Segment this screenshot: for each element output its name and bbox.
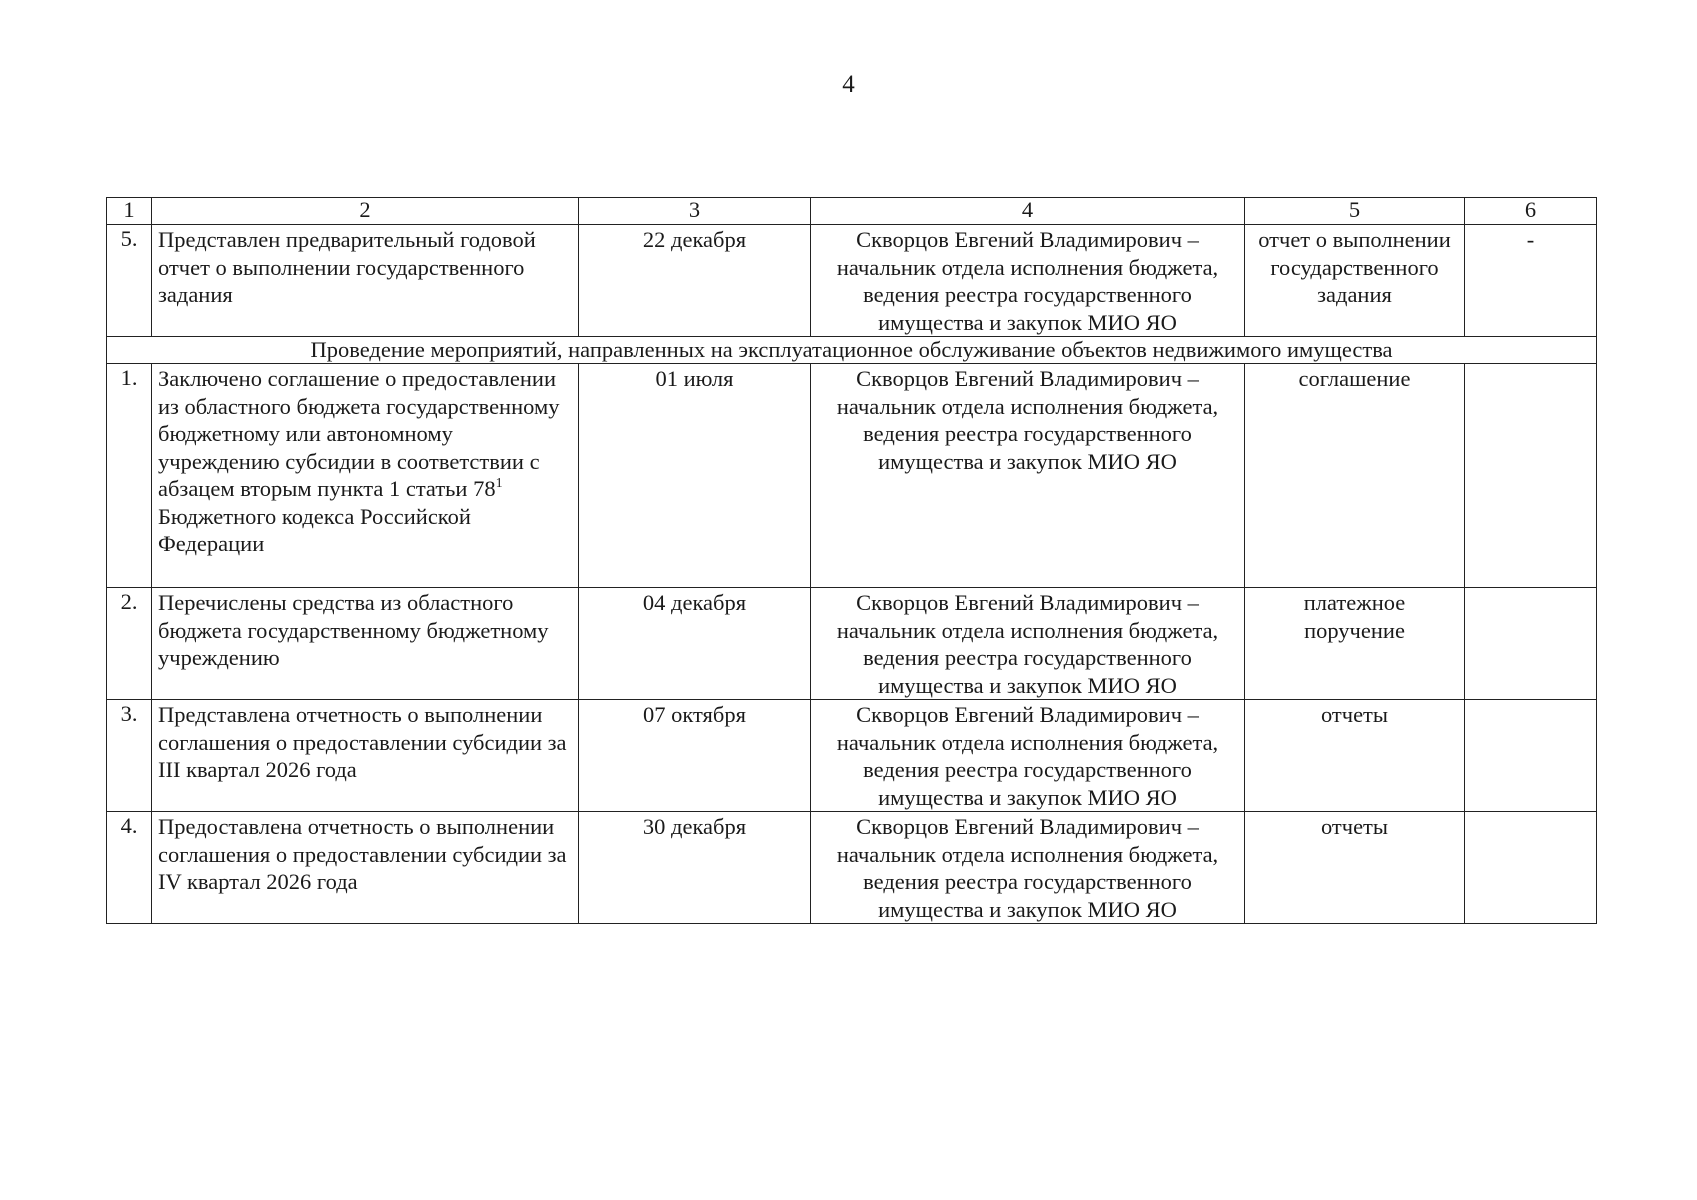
document-cell: отчеты xyxy=(1245,812,1465,924)
event-cell: Предоставлена отчетность о выполнении соглашения о предоставлении субсидии за IV квартал 2026 года xyxy=(152,812,579,924)
row-number: 2. xyxy=(107,588,152,700)
responsible-cell: Скворцов Евгений Владимирович – начальник отдела исполнения бюджета, ведения реестра государственного имущества и закупок МИО ЯО xyxy=(811,812,1245,924)
column-number-header: 2 xyxy=(152,198,579,225)
note-cell xyxy=(1465,588,1597,700)
note-cell: - xyxy=(1465,225,1597,337)
row-number: 5. xyxy=(107,225,152,337)
date-cell: 07 октября xyxy=(579,700,811,812)
table-row xyxy=(107,812,1597,924)
column-number-header: 5 xyxy=(1245,198,1465,225)
event-text-tail: Бюджетного кодекса Российской Федерации xyxy=(158,503,471,556)
column-number-header: 6 xyxy=(1465,198,1597,225)
responsible-cell: Скворцов Евгений Владимирович – начальник отдела исполнения бюджета, ведения реестра государственного имущества и закупок МИО ЯО xyxy=(811,364,1245,588)
event-cell xyxy=(152,364,579,588)
row-number: 4. xyxy=(107,812,152,924)
date-cell: 22 декабря xyxy=(579,225,811,337)
table-row xyxy=(107,364,1597,588)
table-row xyxy=(107,225,1597,337)
date-cell: 04 декабря xyxy=(579,588,811,700)
event-cell: Перечислены средства из областного бюджета государственному бюджетному учреждению xyxy=(152,588,579,700)
column-number-header: 3 xyxy=(579,198,811,225)
note-cell xyxy=(1465,812,1597,924)
document-cell: отчеты xyxy=(1245,700,1465,812)
responsible-cell: Скворцов Евгений Владимирович – начальник отдела исполнения бюджета, ведения реестра государственного имущества и закупок МИО ЯО xyxy=(811,225,1245,337)
section-row xyxy=(107,337,1597,364)
event-text: Заключено соглашение о предоставлении из областного бюджета государственному бюджетному или автономному учреждению субсидии в соответствии с абзацем вторым пункта 1 статьи 78 xyxy=(158,366,560,501)
column-number-header: 1 xyxy=(107,198,152,225)
document-cell: отчет о выполнении государственного задания xyxy=(1245,225,1465,337)
footnote-superscript: 1 xyxy=(495,476,503,491)
responsible-cell: Скворцов Евгений Владимирович – начальник отдела исполнения бюджета, ведения реестра государственного имущества и закупок МИО ЯО xyxy=(811,588,1245,700)
date-cell: 01 июля xyxy=(579,364,811,588)
date-cell: 30 декабря xyxy=(579,812,811,924)
table-row xyxy=(107,700,1597,812)
event-cell: Представлена отчетность о выполнении соглашения о предоставлении субсидии за III квартал 2026 года xyxy=(152,700,579,812)
page-number: 4 xyxy=(842,71,855,98)
event-cell: Представлен предварительный годовой отчет о выполнении государственного задания xyxy=(152,225,579,337)
document-cell: платежное поручение xyxy=(1245,588,1465,700)
note-cell xyxy=(1465,700,1597,812)
plan-table xyxy=(106,197,1597,924)
column-number-header: 4 xyxy=(811,198,1245,225)
note-cell xyxy=(1465,364,1597,588)
document-cell: соглашение xyxy=(1245,364,1465,588)
responsible-cell: Скворцов Евгений Владимирович – начальник отдела исполнения бюджета, ведения реестра государственного имущества и закупок МИО ЯО xyxy=(811,700,1245,812)
column-number-row xyxy=(107,198,1597,225)
table-row xyxy=(107,588,1597,700)
row-number: 1. xyxy=(107,364,152,588)
section-title: Проведение мероприятий, направленных на эксплуатационное обслуживание объектов недвижимого имущества xyxy=(107,337,1597,364)
row-number: 3. xyxy=(107,700,152,812)
